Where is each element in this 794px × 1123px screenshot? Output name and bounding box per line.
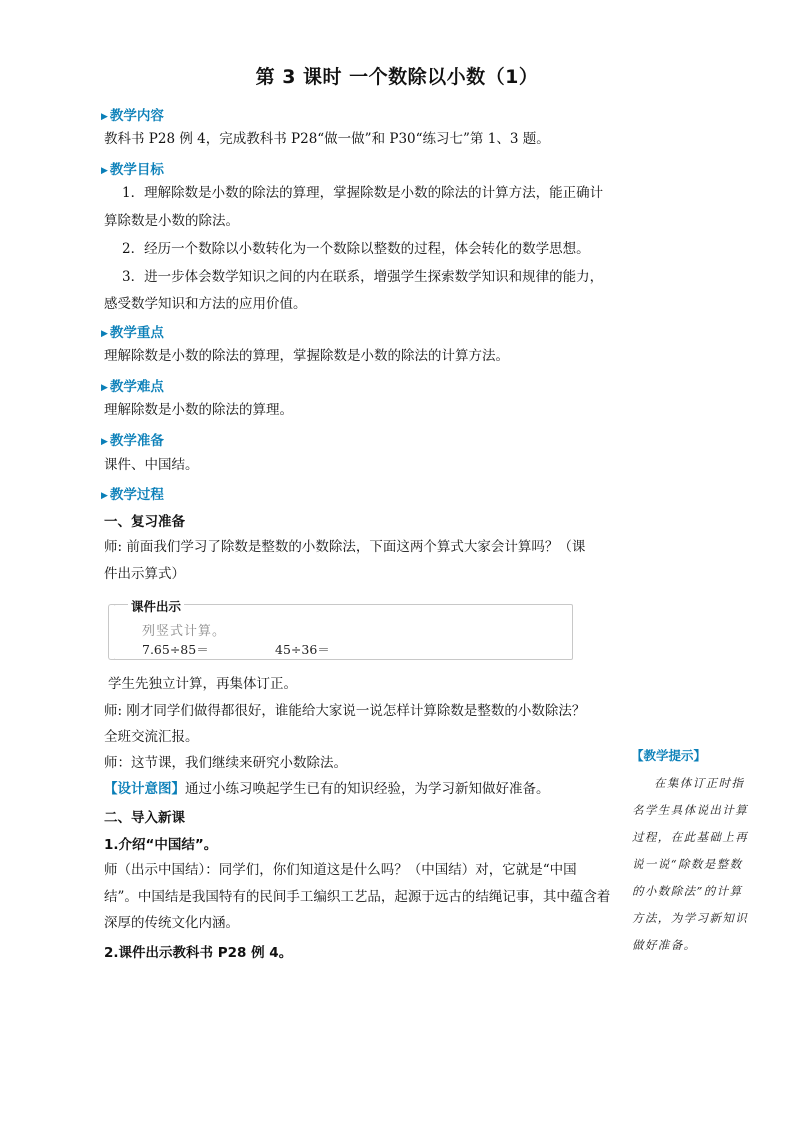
- goal-3-line-a: 3．进一步体会数学知识之间的内在联系，增强学生探索数学知识和规律的能力，: [122, 269, 604, 285]
- formula-1: 7.65÷85＝: [142, 642, 209, 657]
- teaching-tip-line: 名学生具体说出计算: [632, 803, 749, 817]
- part2-text-1c: 深厚的传统文化内涵。: [104, 915, 239, 931]
- triangle-icon: ▶: [101, 437, 108, 447]
- goal-1-line-b: 算除数是小数的除法。: [104, 213, 239, 229]
- design-intent-text: 通过小练习唤起学生已有的知识经验，为学习新知做好准备。: [185, 781, 550, 797]
- section-heading-key: ▶ 教学重点: [101, 325, 164, 341]
- courseware-instruction: 列竖式计算。: [142, 624, 227, 639]
- content-text: 教科书 P28 例 4，完成教科书 P28“做一做”和 P30“练习七”第 1、3 题。: [104, 131, 550, 147]
- part1-text-5: 师：这节课，我们继续来研究小数除法。: [104, 755, 347, 771]
- section-heading-prep: ▶ 教学准备: [101, 433, 164, 449]
- part1-heading: 一、复习准备: [104, 514, 185, 530]
- page-title: 第 3 课时 一个数除以小数（1）: [255, 66, 539, 88]
- part1-text-4: 全班交流汇报。: [104, 729, 199, 745]
- difficulty-text: 理解除数是小数的除法的算理。: [104, 402, 293, 418]
- teaching-tip-line: 说一说“除数是整数: [632, 857, 743, 871]
- teaching-tip-title: 【教学提示】: [631, 748, 707, 763]
- triangle-icon: ▶: [101, 491, 108, 501]
- part2-step-2: 2.课件出示教科书 P28 例 4。: [104, 945, 293, 961]
- design-intent-tag: 【设计意图】: [104, 781, 185, 797]
- triangle-icon: ▶: [101, 112, 108, 122]
- triangle-icon: ▶: [101, 383, 108, 393]
- section-heading-goals: ▶ 教学目标: [101, 162, 164, 178]
- key-text: 理解除数是小数的除法的算理，掌握除数是小数的除法的计算方法。: [104, 348, 509, 364]
- teaching-tip-line: 方法，为学习新知识: [632, 911, 749, 925]
- part1-text-2: 学生先独立计算，再集体订正。: [108, 676, 297, 692]
- courseware-label: 课件出示: [128, 597, 184, 615]
- teaching-tip-line: 做好准备。: [632, 938, 697, 952]
- part1-text-1b: 件出示算式）: [104, 566, 185, 582]
- triangle-icon: ▶: [101, 166, 108, 176]
- goal-1-line-a: 1．理解除数是小数的除法的算理，掌握除数是小数的除法的计算方法，能正确计: [122, 185, 604, 201]
- section-heading-difficulty: ▶ 教学难点: [101, 379, 164, 395]
- part2-heading: 二、导入新课: [104, 810, 185, 826]
- teaching-tip-line: 的小数除法”的计算: [632, 884, 743, 898]
- part1-text-3: 师: 刚才同学们做得都很好，谁能给大家说一说怎样计算除数是整数的小数除法？: [104, 703, 586, 719]
- section-heading-content: ▶ 教学内容: [101, 108, 164, 124]
- part2-text-1a: 师（出示中国结）：同学们，你们知道这是什么吗？（中国结）对，它就是“中国: [104, 862, 577, 878]
- section-heading-process: ▶ 教学过程: [101, 487, 164, 503]
- goal-3-line-b: 感受数学知识和方法的应用价值。: [104, 296, 307, 312]
- teaching-tip-line: 在集体订正时指: [654, 776, 745, 790]
- part2-text-1b: 结”。中国结是我国特有的民间手工编织工艺品，起源于远古的结绳记事，其中蕴含着: [104, 889, 611, 905]
- triangle-icon: ▶: [101, 329, 108, 339]
- formula-2: 45÷36＝: [275, 642, 330, 657]
- goal-2: 2．经历一个数除以小数转化为一个数除以整数的过程，体会转化的数学思想。: [122, 241, 590, 257]
- prep-text: 课件、中国结。: [104, 457, 199, 473]
- design-intent: [104, 780, 550, 798]
- part1-text-1a: 师: 前面我们学习了除数是整数的小数除法，下面这两个算式大家会计算吗？（课: [104, 539, 586, 555]
- part2-step-1: 1.介绍“中国结”。: [104, 837, 218, 853]
- teaching-tip-line: 过程，在此基础上再: [632, 830, 749, 844]
- courseware-box-edge: [108, 604, 117, 660]
